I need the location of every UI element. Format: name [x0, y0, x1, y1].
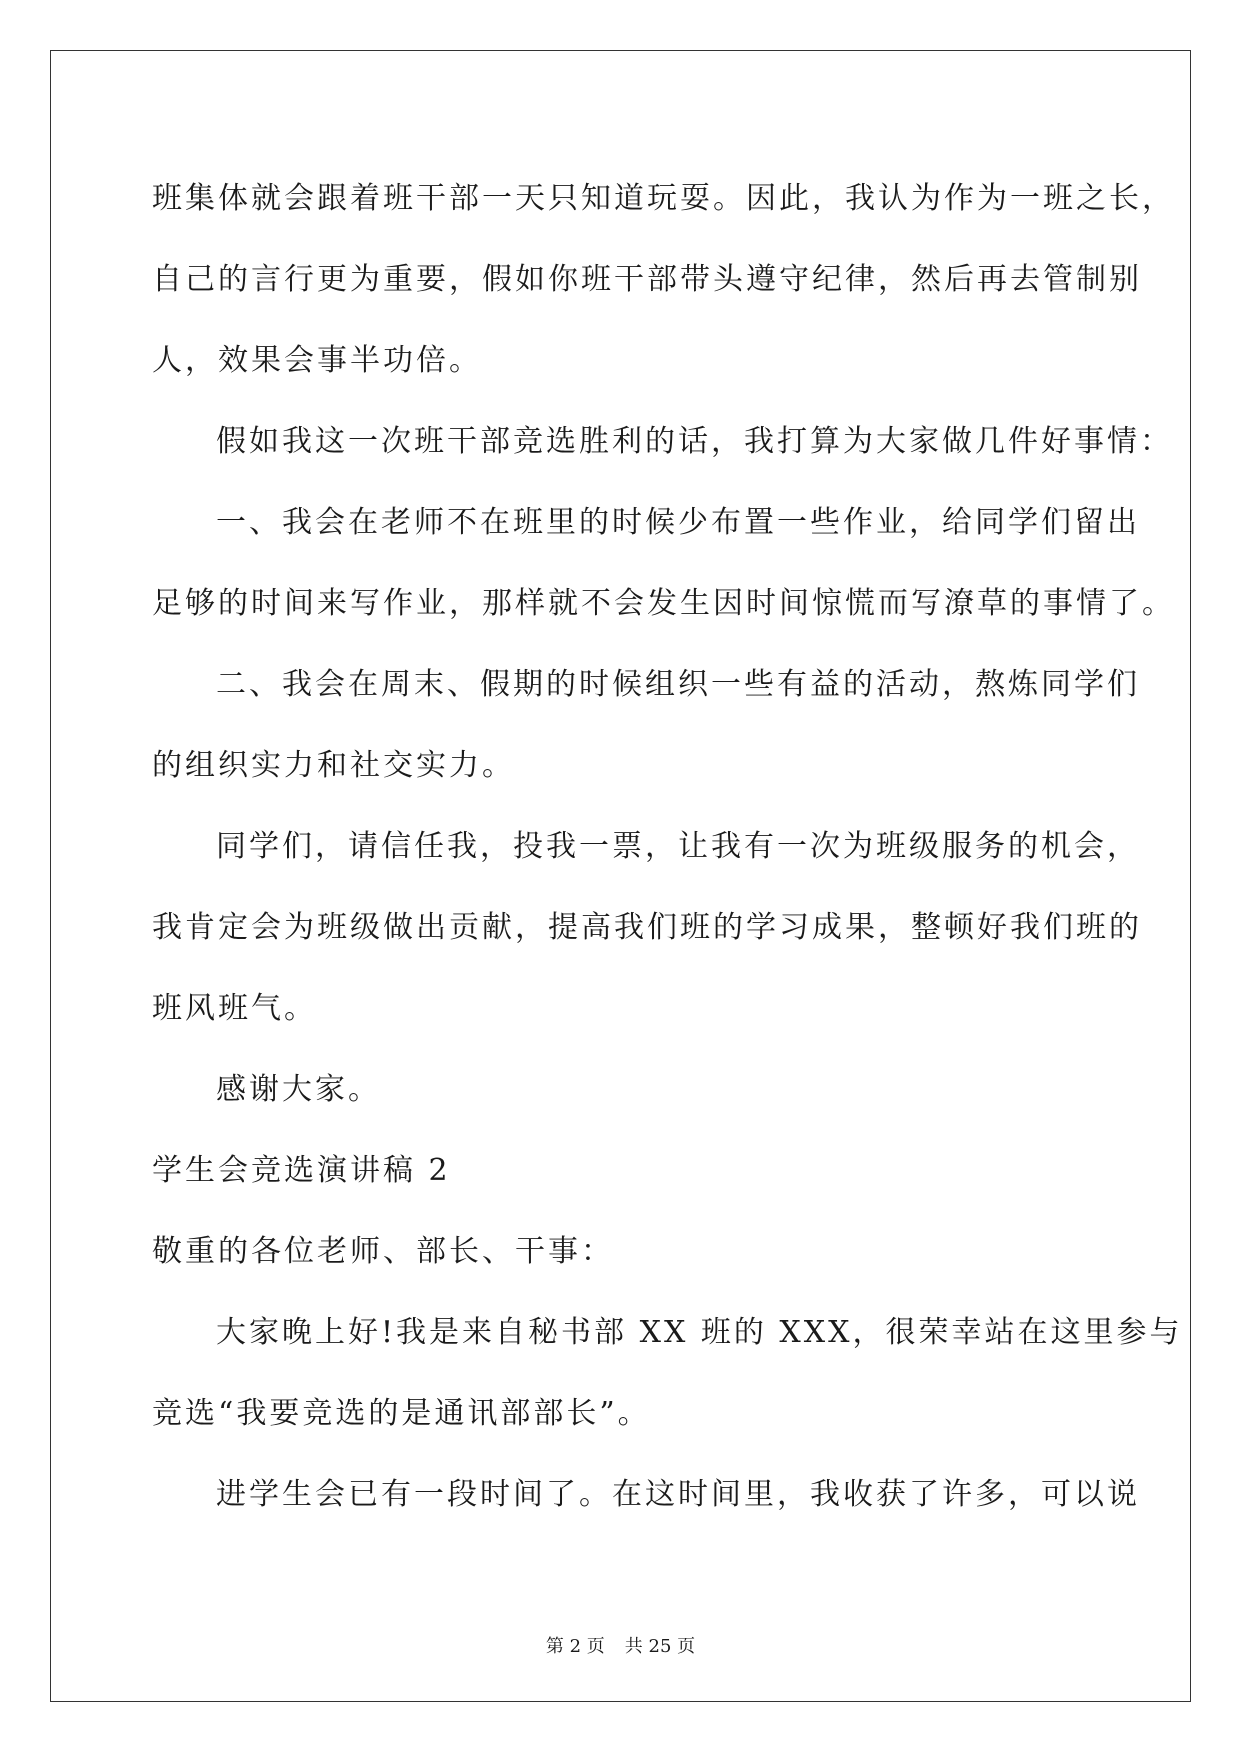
- text-line: 人，效果会事半功倍。: [152, 343, 482, 378]
- text-line: 进学生会已有一段时间了。在这时间里，我收获了许多，可以说: [216, 1477, 1140, 1512]
- text-line: 感谢大家。: [216, 1072, 381, 1107]
- text-line: 班集体就会跟着班干部一天只知道玩耍。因此，我认为作为一班之长，: [152, 181, 1175, 216]
- text-line: 假如我这一次班干部竞选胜利的话，我打算为大家做几件好事情：: [216, 424, 1173, 459]
- section-heading: 学生会竞选演讲稿 2: [152, 1153, 451, 1188]
- page-number: 第 2 页: [545, 1636, 605, 1657]
- document-body: [152, 158, 1183, 1535]
- text-line: 一、我会在老师不在班里的时候少布置一些作业，给同学们留出: [216, 505, 1140, 540]
- page-total: 共 25 页: [624, 1636, 696, 1657]
- text-line: 自己的言行更为重要，假如你班干部带头遵守纪律，然后再去管制别: [152, 262, 1142, 297]
- text-line: 的组织实力和社交实力。: [152, 748, 515, 783]
- page-footer: [0, 1632, 1241, 1658]
- text-line: 大家晚上好!我是来自秘书部 XX 班的 XXX，很荣幸站在这里参与: [216, 1315, 1183, 1350]
- text-line: 班风班气。: [152, 991, 317, 1026]
- text-line: 竞选“我要竞选的是通讯部部长”。: [152, 1396, 651, 1431]
- text-line: 足够的时间来写作业，那样就不会发生因时间惊慌而写潦草的事情了。: [152, 586, 1175, 621]
- salutation: 敬重的各位老师、部长、干事：: [152, 1234, 614, 1269]
- text-line: 同学们，请信任我，投我一票，让我有一次为班级服务的机会，: [216, 829, 1140, 864]
- text-line: 二、我会在周末、假期的时候组织一些有益的活动，熬炼同学们: [216, 667, 1140, 702]
- text-line: 我肯定会为班级做出贡献，提高我们班的学习成果，整顿好我们班的: [152, 910, 1142, 945]
